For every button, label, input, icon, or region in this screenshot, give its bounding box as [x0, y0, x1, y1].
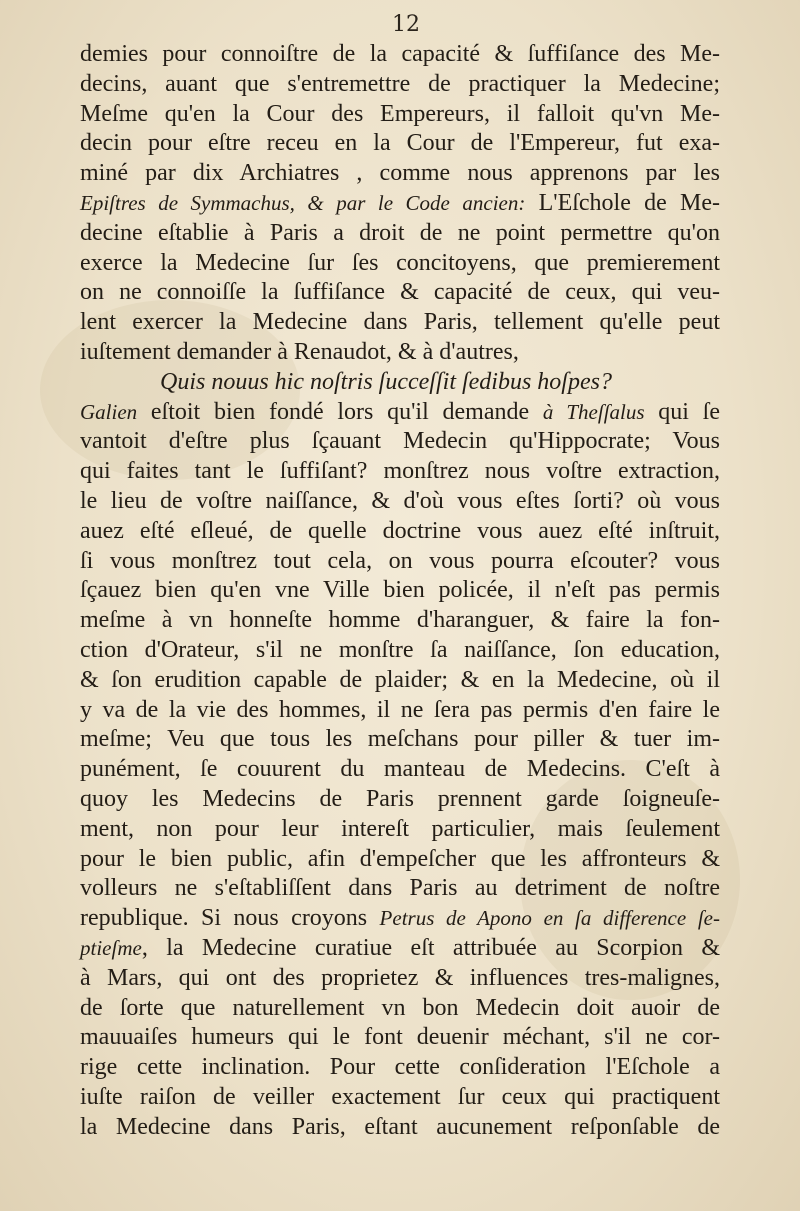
text-line — [80, 1083, 720, 1113]
text-run: le lieu de voſtre naiſſance, & d'où vous eſtes ſorti? où vous — [80, 487, 720, 514]
text-run: vantoit d'eſtre plus ſçauant Medecin qu'Hippocrate; Vous — [80, 428, 720, 455]
text-line — [80, 1053, 720, 1083]
page-number: 12 — [392, 12, 420, 37]
text-line — [80, 427, 720, 457]
italic-text: ptieſme — [80, 935, 142, 960]
text-run: auez eſté eſleué, de quelle doctrine vous auez eſté inſtruit, — [80, 517, 720, 544]
text-run: la Medecine dans Paris, eſtant aucunement reſponſable de — [80, 1113, 720, 1140]
text-run: quoy les Medecins de Paris prennent garde ſoigneuſe- — [80, 785, 720, 812]
text-line — [80, 70, 720, 100]
text-run: iuſte raiſon de veiller exactement ſur ceux qui practiquent — [80, 1083, 720, 1110]
text-run: iuſtement demander à Renaudot, & à d'autres, — [80, 338, 519, 365]
text-run: mauuaiſes humeurs qui le font deuenir méchant, s'il ne cor- — [80, 1024, 720, 1051]
text-line — [80, 606, 720, 636]
text-run: rige cette inclination. Pour cette conſideration l'Eſchole a — [80, 1054, 720, 1081]
text-line — [80, 904, 720, 934]
text-run: lent exercer la Medecine dans Paris, tellement qu'elle peut — [80, 309, 720, 336]
text-run: decins, auant que s'entremettre de practiquer la Medecine; — [80, 70, 720, 97]
text-line — [80, 785, 720, 815]
text-line — [80, 517, 720, 547]
italic-text: Petrus de Apono en ſa difference ſe- — [379, 906, 720, 931]
text-run: miné par dix Archiatres , comme nous apprenons par les — [80, 160, 720, 187]
text-line — [80, 308, 720, 338]
text-run: y va de la vie des hommes, il ne ſera pas permis d'en faire le — [80, 696, 720, 723]
italic-text: Galien — [80, 399, 138, 424]
text-line — [80, 338, 720, 368]
text-line — [80, 249, 720, 279]
text-line — [80, 666, 720, 696]
text-line — [80, 100, 720, 130]
text-line — [80, 219, 720, 249]
text-line — [80, 725, 720, 755]
text-run: ſi vous monſtrez tout cela, on vous pourra eſcouter? vous — [80, 547, 720, 574]
italic-text: Epiſtres de Symmachus, & par le Code ancien: — [80, 190, 526, 215]
text-line — [80, 487, 720, 517]
text-line — [80, 1113, 720, 1143]
text-run: de ſorte que naturellement vn bon Medecin doit auoir de — [80, 994, 720, 1021]
text-run: ſçauez bien qu'en vne Ville bien policée, il n'eſt pas permis — [80, 577, 720, 604]
text-run: qui faites tant le ſuffiſant? monſtrez nous voſtre extraction, — [80, 458, 720, 485]
text-run: volleurs ne s'eſtabliſſent dans Paris au detriment de noſtre — [80, 875, 720, 902]
text-run: eſtoit bien fondé lors qu'il demande — [137, 398, 543, 425]
text-run: ment, non pour leur intereſt particulier, mais ſeulement — [80, 815, 720, 842]
text-run: meſme à vn honneſte homme d'haranguer, & faire la fon- — [80, 607, 720, 634]
text-run: exerce la Medecine ſur ſes concitoyens, que premierement — [80, 249, 720, 276]
text-line — [80, 547, 720, 577]
text-run: , la Medecine curatiue eſt attribuée au Scorpion & — [141, 934, 720, 961]
text-line — [80, 636, 720, 666]
text-line — [80, 278, 720, 308]
text-line — [80, 189, 720, 219]
text-line — [80, 994, 720, 1024]
text-line — [80, 576, 720, 606]
text-run: punément, ſe couurent du manteau de Medecins. C'eſt à — [80, 756, 720, 783]
text-line — [80, 874, 720, 904]
text-run: & ſon erudition capable de plaider; & en la Medecine, où il — [80, 666, 720, 693]
text-line — [80, 129, 720, 159]
text-line — [80, 398, 720, 428]
body-text — [80, 40, 720, 1142]
text-run: decin pour eſtre receu en la Cour de l'Empereur, fut exa- — [80, 130, 720, 157]
text-line — [80, 934, 720, 964]
text-line — [80, 40, 720, 70]
text-line — [80, 159, 720, 189]
text-run: à Mars, qui ont des proprietez & influences tres-malignes, — [80, 964, 720, 991]
text-run: meſme; Veu que tous les meſchans pour piller & tuer im- — [80, 726, 720, 753]
text-run: Meſme qu'en la Cour des Empereurs, il falloit qu'vn Me- — [80, 100, 720, 127]
text-line — [80, 815, 720, 845]
text-run: decine eſtablie à Paris a droit de ne point permettre qu'on — [80, 219, 720, 246]
text-run: qui ſe — [644, 398, 721, 425]
text-line — [80, 1023, 720, 1053]
text-run: ction d'Orateur, s'il ne monſtre ſa naiſſance, ſon education, — [80, 636, 720, 663]
text-line — [80, 457, 720, 487]
italic-text: à Theſſalus — [542, 399, 645, 424]
text-line — [80, 368, 720, 398]
italic-text: Quis nouus hic noſtris ſucceſſit ſedibus hoſpes? — [160, 368, 612, 395]
text-run: demies pour connoiſtre de la capacité & ſuffiſance des Me- — [80, 41, 720, 67]
text-line — [80, 696, 720, 726]
text-line — [80, 964, 720, 994]
text-run: L'Eſchole de Me- — [525, 189, 720, 216]
text-line — [80, 845, 720, 875]
text-line — [80, 755, 720, 785]
text-run: pour le bien public, afin d'empeſcher que les affronteurs & — [80, 845, 720, 872]
text-run: republique. Si nous croyons — [80, 905, 380, 932]
text-run: on ne connoiſſe la ſuffiſance & capacité de ceux, qui veu- — [80, 279, 720, 306]
